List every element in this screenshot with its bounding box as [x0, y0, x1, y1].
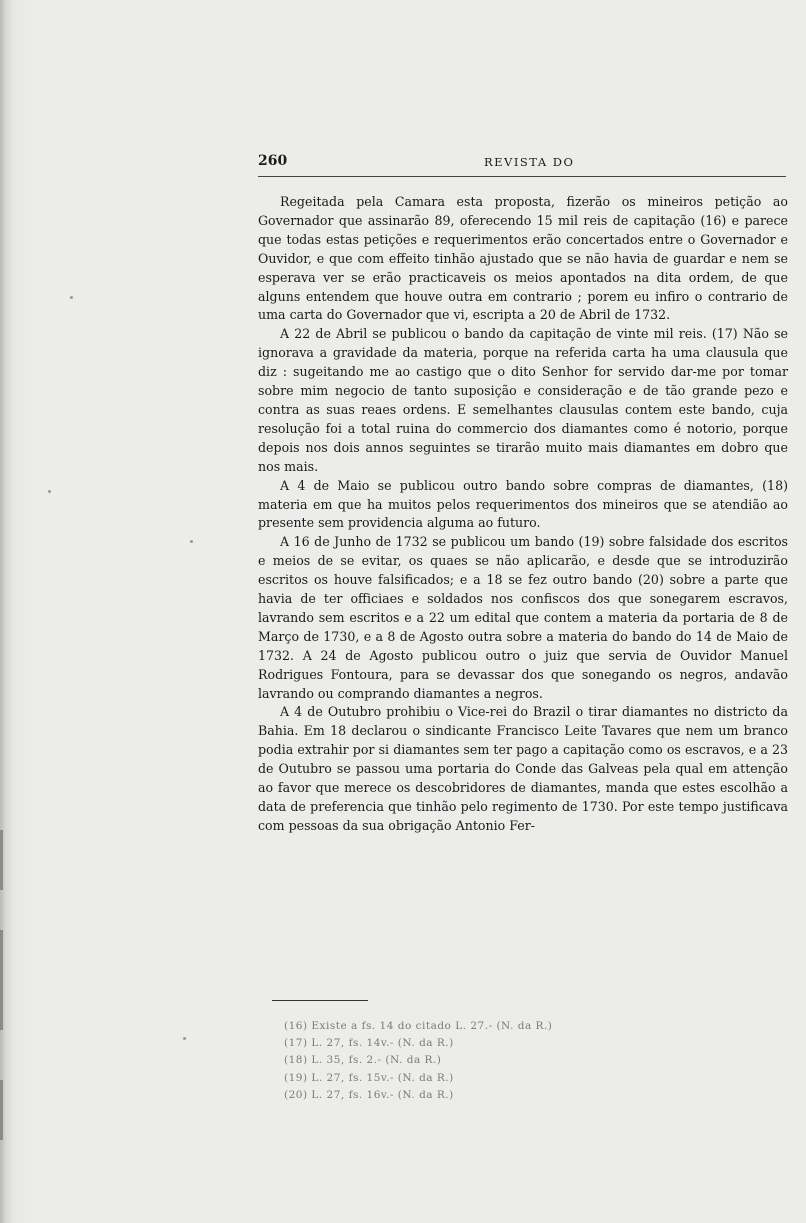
scan-speck	[48, 490, 51, 493]
paragraph: A 4 de Outubro prohibiu o Vice-rei do Brazil o tirar diamantes no districto da Bahia. Em 18 declarou o sindicante Francisco Leite Tavares que nem um branco podia extrahir por si diamantes sem ter pago a capitação como os escravos, e a 23 de Outubro se passou uma portaria do Conde das Galveas pela qual em attenção ao favor que merece os descobridores de diamantes, manda que estes escolhão a data de preferencia que tinhão pelo regimento de 1730. Por este tempo justificava com pessoas da sua obrigação Antonio Fer-	[258, 704, 788, 833]
body-text	[258, 193, 788, 836]
scan-speck	[70, 296, 73, 299]
footnotes	[284, 1018, 664, 1104]
footnote-rule	[272, 1000, 368, 1001]
footnote: (17) L. 27, fs. 14v.- (N. da R.)	[284, 1037, 454, 1050]
header-rule	[258, 176, 786, 177]
paragraph: A 22 de Abril se publicou o bando da capitação de vinte mil reis. (17) Não se ignorava a gravidade da materia, porque na referida carta ha uma clausula que diz : sugeitando me ao castigo que o dito Senhor for servido dar-me por tomar sobre mim negocio de tanto suposição e consideração e de tão grande pezo e contra as suas reaes ordens. E semelhantes clausulas contem este bando, cuja resolução foi a total ruina do commercio dos diamantes como é notorio, porque depois nos dois annos seguintes se tirarão muito mais diamantes em dobro que nos mais.	[258, 326, 788, 474]
paragraph: A 4 de Maio se publicou outro bando sobre compras de diamantes, (18) materia em que ha muitos pelos requerimentos dos mineiros que se atendião ao presente sem providencia alguma ao futuro.	[258, 477, 788, 531]
footnote: (16) Existe a fs. 14 do citado L. 27.- (N. da R.)	[284, 1020, 553, 1032]
binding-edge-mark	[0, 1080, 3, 1140]
footnote: (20) L. 27, fs. 16v.- (N. da R.)	[284, 1088, 454, 1101]
footnote: (18) L. 35, fs. 2.- (N. da R.)	[284, 1054, 442, 1067]
binding-edge-mark	[0, 930, 3, 1030]
footnote: (19) L. 27, fs. 15v.- (N. da R.)	[284, 1071, 454, 1084]
page-header	[258, 153, 790, 173]
paragraph: A 16 de Junho de 1732 se publicou um bando (19) sobre falsidade dos escritos e meios de se evitar, os quaes se não aplicarão, e desde que se introduzirão escritos os houve falsificados; e a 18 se fez outro bando (20) sobre a parte que havia de ter officiaes e soldados nos confiscos dos que sonegarem escravos, lavrando sem escritos e a 22 um edital que contem a materia da portaria de 8 de Março de 1730, e a 8 de Agosto outra sobre a materia do bando do 14 de Maio de 1732. A 24 de Agosto publicou outro o juiz que servia de Ouvidor Manuel Rodrigues Fontoura, para se devassar dos que sonegando os negros, andavão lavrando ou comprando diamantes a negros.	[258, 534, 788, 701]
scan-speck	[190, 540, 193, 543]
binding-edge-mark	[0, 830, 3, 890]
scan-speck	[183, 1037, 186, 1040]
paragraph: Regeitada pela Camara esta proposta, fizerão os mineiros petição ao Governador que assinarão 89, oferecendo 15 mil reis de capitação (16) e parece que todas estas petições e requerimentos erão concertados entre o Governador e Ouvidor, e que com effeito tinhão ajustado que se não havia de guardar e nem se esperava ver se erão practicaveis os meios apontados na dita ordem, de que alguns entendem que houve outra em contrario ; porem eu infiro o contrario de uma carta do Governador que vi, escripta a 20 de Abril de 1732.	[258, 194, 788, 323]
running-head: REVISTA DO	[484, 155, 575, 169]
page-number: 260	[258, 153, 288, 169]
